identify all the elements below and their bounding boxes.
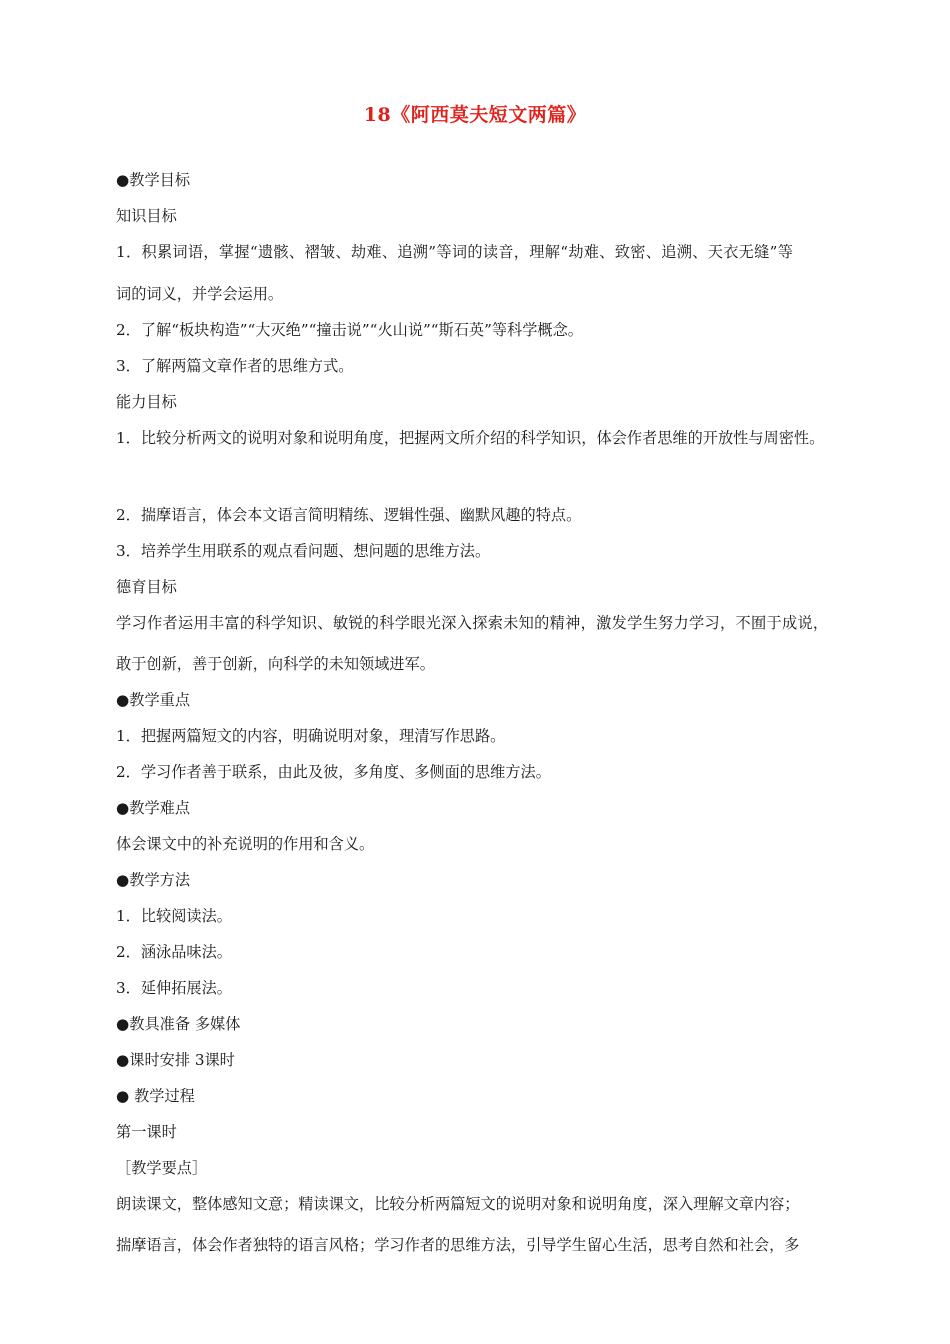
subheading-ability-goals: 能力目标 <box>116 393 177 411</box>
paragraph-line: 3．了解两篇文章作者的思维方式。 <box>116 357 354 375</box>
paragraph-line: 朗读课文，整体感知文意；精读课文，比较分析两篇短文的说明对象和说明角度，深入理解文章内容； <box>116 1195 800 1213</box>
section-heading-teaching-goals: ●教学目标 <box>116 171 191 189</box>
subheading-first-lesson: 第一课时 <box>116 1123 177 1141</box>
section-heading-difficulties: ●教学难点 <box>116 799 191 817</box>
paragraph-line: 体会课文中的补充说明的作用和含义。 <box>116 835 375 853</box>
paragraph-line: 2．了解“板块构造”“大灭绝”“撞击说”“火山说”“斯石英”等科学概念。 <box>116 321 583 339</box>
paragraph-line: 学习作者运用丰富的科学知识、敏锐的科学眼光深入探索未知的精神，激发学生努力学习，不囿于成说， <box>116 614 829 632</box>
section-heading-key-points: ●教学重点 <box>116 691 191 709</box>
subheading-teaching-points: ［教学要点］ <box>116 1159 208 1177</box>
paragraph-line: 3．延伸拓展法。 <box>116 979 232 997</box>
paragraph-line: 2．学习作者善于联系，由此及彼，多角度、多侧面的思维方法。 <box>116 763 551 781</box>
paragraph-line: 1．比较阅读法。 <box>116 907 232 925</box>
paragraph-line: 揣摩语言，体会作者独特的语言风格；学习作者的思维方法，引导学生留心生活，思考自然和社会，多 <box>116 1236 800 1254</box>
document-title: 18《阿西莫夫短文两篇》 <box>363 104 587 126</box>
subheading-moral-goals: 德育目标 <box>116 578 177 596</box>
subheading-knowledge-goals: 知识目标 <box>116 207 177 225</box>
paragraph-line: 3．培养学生用联系的观点看问题、想问题的思维方法。 <box>116 542 491 560</box>
section-heading-teaching-aids: ●教具准备 多媒体 <box>116 1015 241 1033</box>
section-heading-schedule: ●课时安排 3课时 <box>116 1051 235 1069</box>
paragraph-line: 2．涵泳品味法。 <box>116 943 232 961</box>
section-heading-methods: ●教学方法 <box>116 871 191 889</box>
section-heading-process: ● 教学过程 <box>116 1087 195 1105</box>
paragraph-line: 词的词义，并学会运用。 <box>116 285 284 303</box>
paragraph-line: 2．揣摩语言，体会本文语言简明精练、逻辑性强、幽默风趣的特点。 <box>116 506 582 524</box>
paragraph-line: 1．把握两篇短文的内容，明确说明对象，理清写作思路。 <box>116 727 506 745</box>
paragraph-line: 敢于创新，善于创新，向科学的未知领域进军。 <box>116 655 435 673</box>
paragraph-line: 1．积累词语，掌握“遗骸、褶皱、劫难、追溯”等词的读音，理解“劫难、致密、追溯、天衣无缝”等 <box>116 243 794 261</box>
paragraph-line: 1．比较分析两文的说明对象和说明角度，把握两文所介绍的科学知识，体会作者思维的开放性与周密性。 <box>116 429 825 447</box>
